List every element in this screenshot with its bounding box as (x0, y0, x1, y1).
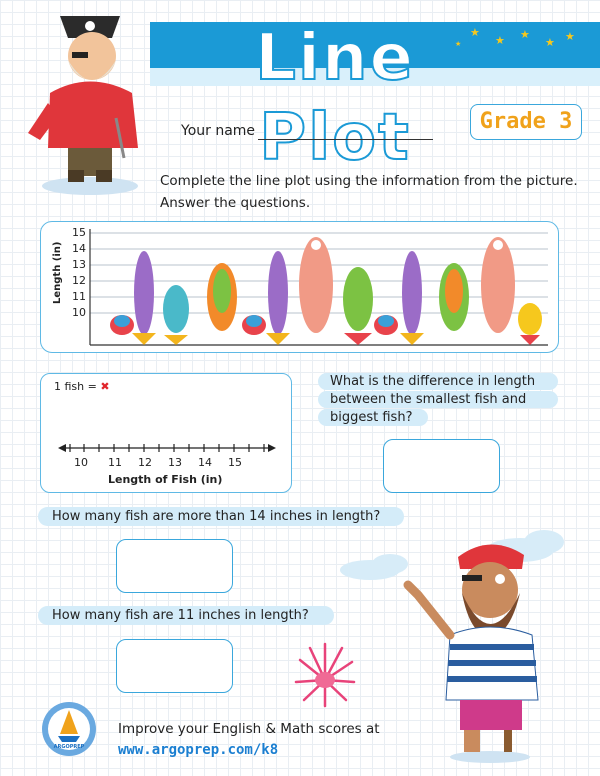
y-tick-label: 15 (72, 226, 86, 239)
y-tick-label: 12 (72, 274, 86, 287)
sea-anemone-illustration (290, 640, 360, 710)
tick-label: 12 (138, 456, 152, 469)
y-tick-label: 10 (72, 306, 86, 319)
fish-picture (40, 221, 559, 353)
answer-box-3[interactable] (116, 639, 233, 693)
number-line (56, 440, 278, 460)
instructions (160, 170, 590, 214)
tick-label: 11 (108, 456, 122, 469)
pirate-illustration-bottom (400, 535, 570, 765)
answer-box-1[interactable] (383, 439, 500, 493)
y-tick-label: 11 (72, 290, 86, 303)
grade-badge: Grade 3 (470, 104, 582, 140)
y-tick-label: 13 (72, 258, 86, 271)
x-mark-icon: ✖ (100, 380, 110, 393)
picture-y-axis-label: Length (in) (52, 241, 63, 304)
tick-label: 15 (228, 456, 242, 469)
star-icon: ★ (545, 36, 555, 49)
footer-link[interactable]: www.argoprep.com/k8 (118, 742, 279, 758)
star-icon: ★ (495, 34, 505, 47)
footer-text: Improve your English & Math scores at (118, 721, 380, 737)
name-label: Your name (181, 123, 256, 139)
question-2: How many fish are more than 14 inches in length? (38, 507, 404, 526)
star-icon: ★ (455, 40, 462, 48)
question-1-line: between the smallest fish and (318, 391, 558, 408)
name-field[interactable] (258, 139, 433, 140)
y-tick-label: 14 (72, 242, 86, 255)
logo-text: ARGOPREP (53, 744, 85, 750)
picture-y-ticks (70, 225, 86, 321)
page-title: Line Plot (255, 21, 415, 175)
answer-box-2[interactable] (116, 539, 233, 593)
star-icon: ★ (520, 28, 530, 41)
line-plot-key (54, 380, 110, 393)
question-1-line: biggest fish? (318, 409, 428, 426)
instructions-line: Complete the line plot using the information from the picture. (160, 173, 578, 189)
key-label: 1 fish = (54, 380, 97, 393)
star-icon: ★ (470, 26, 480, 39)
number-line-label: Length of Fish (in) (108, 473, 223, 486)
star-icon: ★ (565, 30, 575, 43)
tick-label: 14 (198, 456, 212, 469)
tick-label: 10 (74, 456, 88, 469)
instructions-line: Answer the questions. (160, 195, 311, 211)
pirate-illustration-top (20, 8, 160, 198)
question-3: How many fish are 11 inches in length? (38, 606, 334, 625)
tick-label: 13 (168, 456, 182, 469)
question-1-line: What is the difference in length (318, 373, 558, 390)
